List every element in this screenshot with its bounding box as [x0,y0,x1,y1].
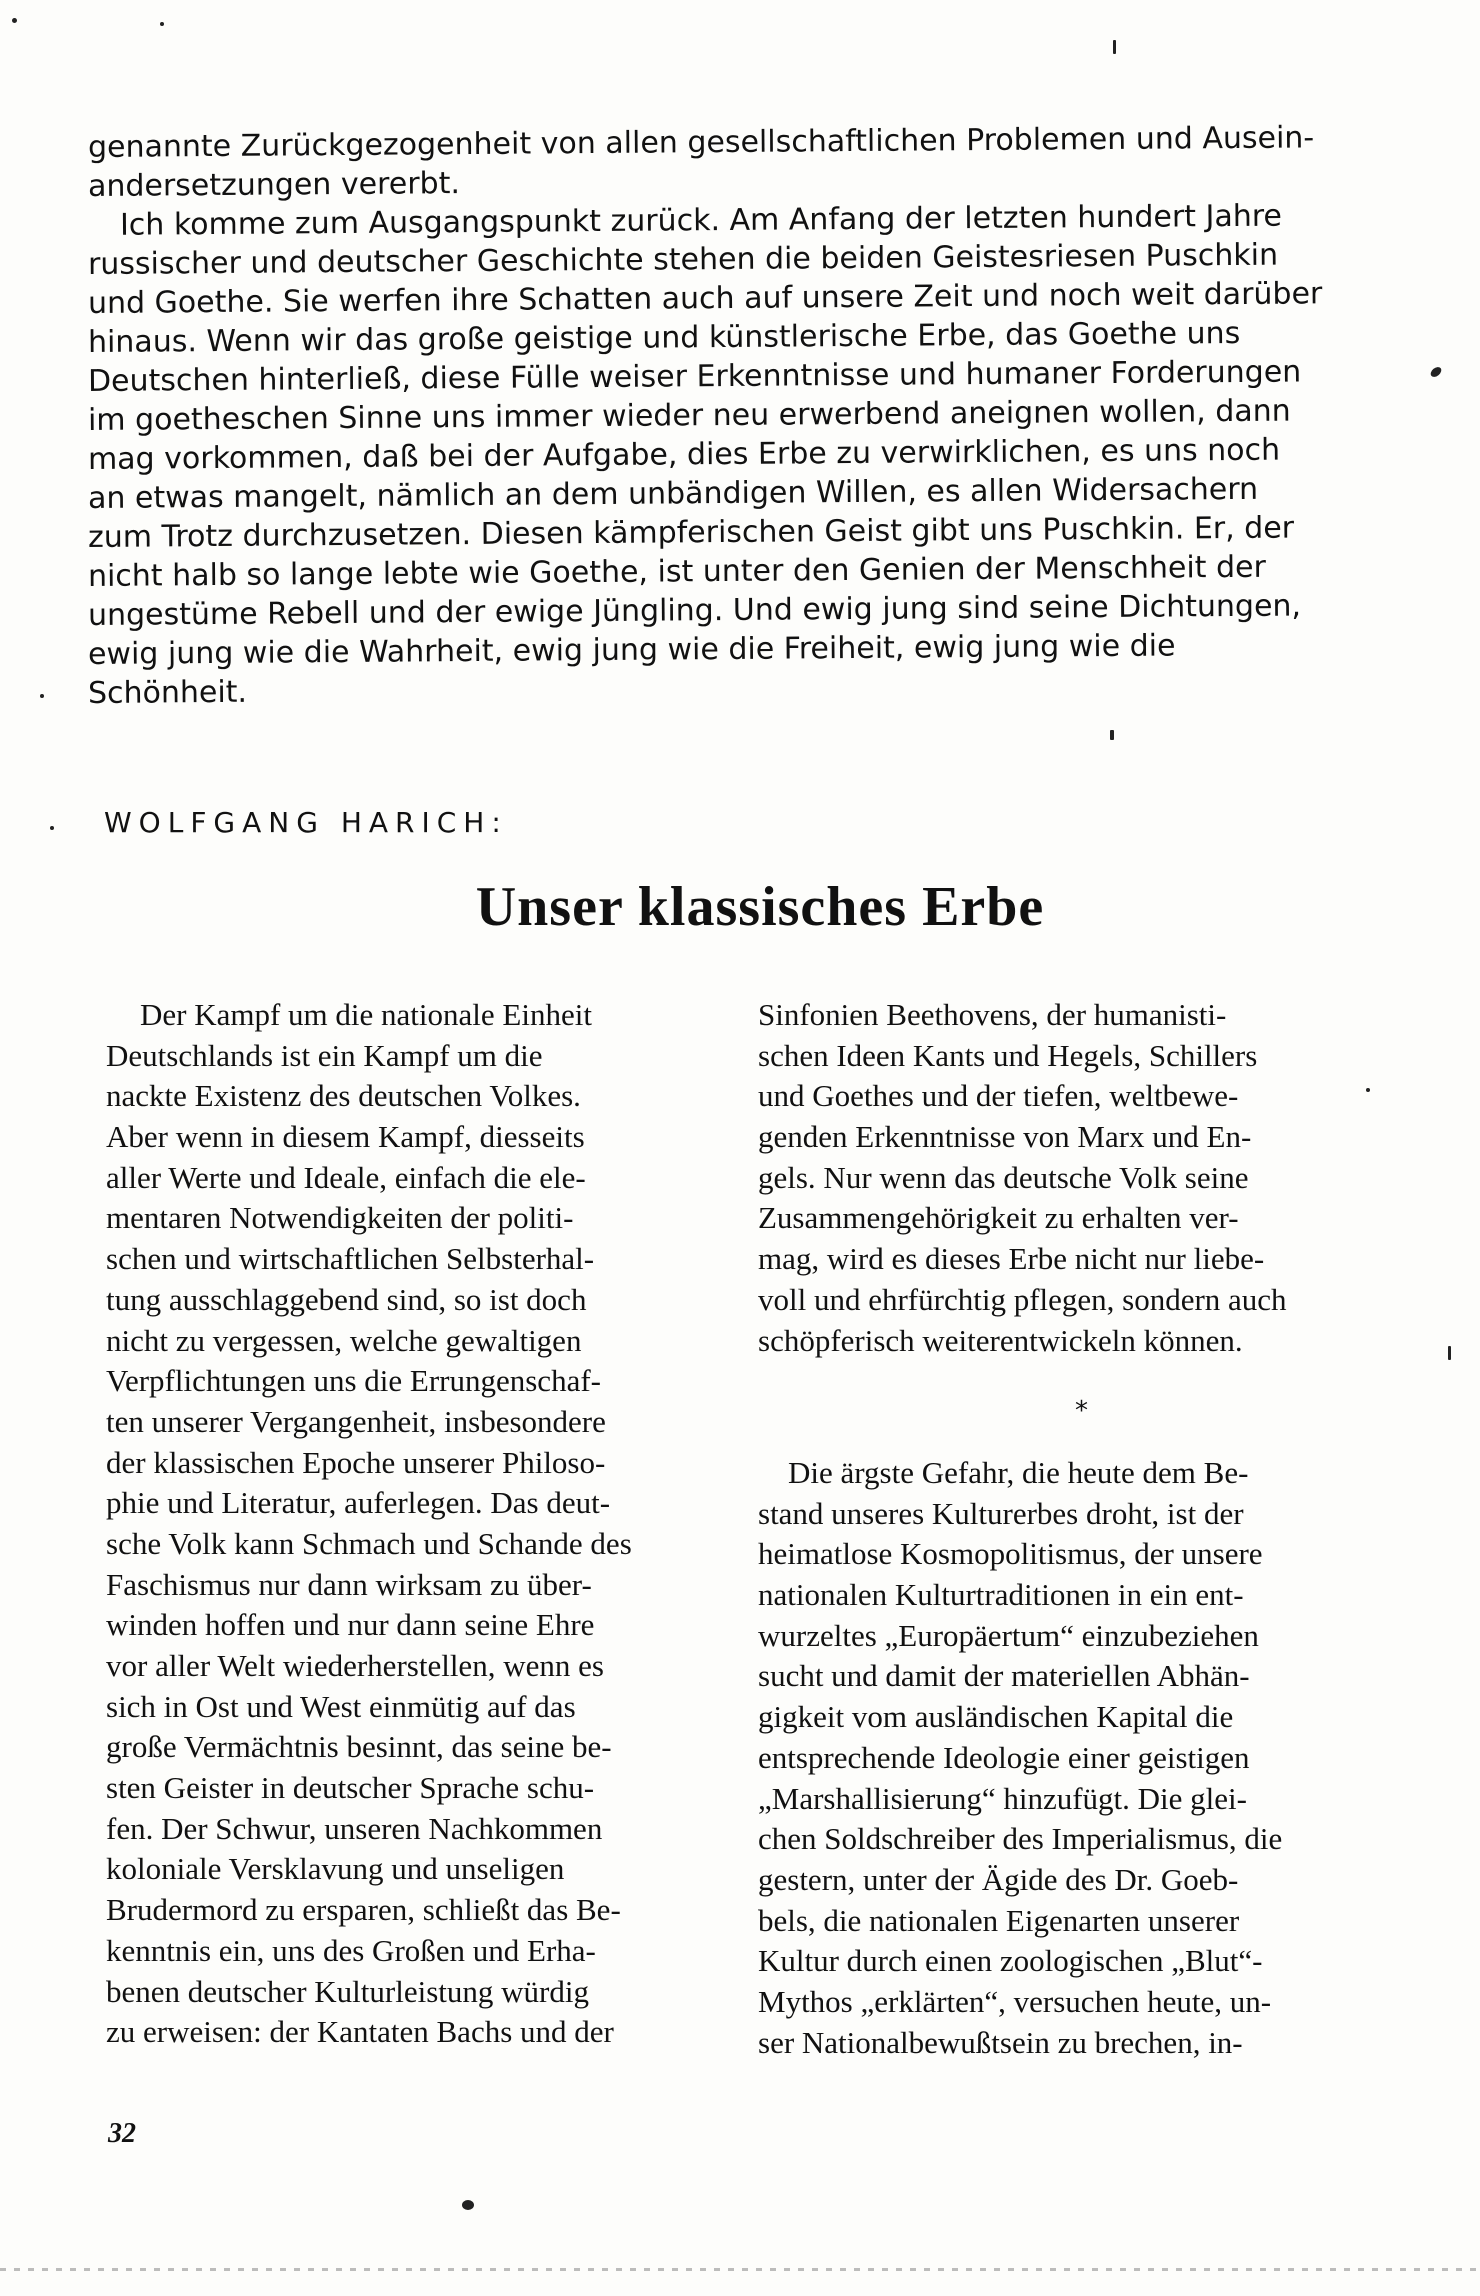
text-line: Der Kampf um die nationale Einheit [140,997,592,1032]
text-line: nicht halb so lange lebte wie Goethe, ist unter den Genien der Menschheit der [87,549,1266,594]
text-line: Zusammengehörigkeit zu erhalten ver- [758,1200,1239,1236]
text-line: nicht zu vergessen, welche gewaltigen [106,1322,582,1358]
page-number: 32 [108,2118,136,2149]
text-line: mag, wird es dieses Erbe nicht nur liebe- [758,1241,1265,1277]
text-line: Verpflichtungen uns die Errungenschaf- [106,1363,601,1399]
text-line: heimatlose Kosmopolitismus, der unsere [758,1536,1263,1572]
text-line: ser Nationalbewußtsein zu brechen, in- [758,2024,1243,2060]
text-line: Schönheit. [87,674,248,711]
text-line: stand unseres Kulturerbes droht, ist der [758,1495,1244,1531]
scan-speck [160,22,164,26]
scan-speck [1110,730,1114,740]
text-line: winden hoffen und nur dann seine Ehre [106,1607,595,1643]
text-line: ewig jung wie die Wahrheit, ewig jung wie die Freiheit, ewig jung wie die [87,628,1176,672]
text-line: sche Volk kann Schmach und Schande des [106,1525,632,1561]
text-line: gels. Nur wenn das deutsche Volk seine [758,1159,1249,1195]
text-line: gigkeit vom ausländischen Kapital die [758,1699,1234,1735]
text-line: schen und wirtschaftlichen Selbsterhal- [106,1241,595,1277]
text-line: Sinfonien Beethovens, der humanisti- [758,997,1227,1032]
article-title: Unser klassisches Erbe [475,876,1045,938]
text-line: bels, die nationalen Eigenarten unserer [758,1902,1240,1938]
text-line: nackte Existenz des deutschen Volkes. [106,1078,581,1114]
scan-speck [1113,40,1116,54]
text-line: andersetzungen vererbt. [87,166,461,204]
text-line: Deutschlands ist ein Kampf um die [106,1037,543,1073]
text-line: sich in Ost und West einmütig auf das [106,1688,576,1724]
scan-speck [1366,1088,1370,1092]
text-line: genden Erkenntnisse von Marx und En- [758,1119,1252,1155]
text-line: ungestüme Rebell und der ewige Jüngling. Und ewig jung sind seine Dichtungen, [87,588,1302,633]
text-line: schöpferisch weiterentwickeln können. [758,1322,1243,1358]
text-line: ten unserer Vergangenheit, insbesondere [106,1403,606,1439]
text-line: Die ärgste Gefahr, die heute dem Be- [788,1455,1249,1490]
text-line: große Vermächtnis besinnt, das seine be- [106,1729,612,1765]
article-author: WOLFGANG HARICH: [104,806,508,839]
text-line: phie und Literatur, auferlegen. Das deut- [106,1485,611,1521]
preceding-article-text [87,120,1388,713]
text-line: mag vorkommen, daß bei der Aufgabe, dies Erbe zu verwirklichen, es uns noch [87,432,1281,477]
text-line: „Marshallisierung“ hinzufügt. Die glei- [758,1780,1247,1816]
section-separator: * [1075,1396,1088,1426]
text-line: schen Ideen Kants und Hegels, Schillers [758,1037,1258,1073]
scan-speck [12,18,17,23]
text-line: Aber wenn in diesem Kampf, diesseits [106,1119,585,1155]
text-line: gestern, unter der Ägide des Dr. Goeb- [758,1861,1239,1897]
text-line: benen deutscher Kulturleistung würdig [106,1973,589,2009]
text-line: Brudermord zu ersparen, schließt das Be- [106,1892,621,1928]
scan-speck [40,694,44,698]
text-line: koloniale Versklavung und unseligen [106,1851,565,1887]
text-line: nationalen Kulturtraditionen in ein ent- [758,1577,1244,1613]
text-line: fen. Der Schwur, unseren Nachkommen [106,1810,603,1846]
text-line: russischer und deutscher Geschichte stehen die beiden Geistesriesen Puschkin [87,237,1279,282]
text-line: im goetheschen Sinne uns immer wieder neu erwerbend aneignen wollen, dann [87,393,1291,438]
text-line: sucht und damit der materiellen Abhän- [758,1658,1250,1694]
scan-speck [1429,365,1443,379]
text-line: vor aller Welt wiederherstellen, wenn es [106,1648,604,1683]
text-line: Mythos „erklärten“, versuchen heute, un- [758,1983,1272,2019]
text-line: Ich komme zum Ausgangspunkt zurück. Am Anfang der letzten hundert Jahre [119,198,1283,243]
text-line: Faschismus nur dann wirksam zu über- [106,1566,592,1602]
scan-edge-noise [0,2268,1480,2271]
scan-speck [50,826,54,830]
text-line: entsprechende Ideologie einer geistigen [758,1739,1250,1775]
text-line: aller Werte und Ideale, einfach die ele- [106,1159,586,1195]
text-line: der klassischen Epoche unserer Philoso- [106,1444,606,1480]
scan-speck [1448,1346,1451,1360]
text-line: voll und ehrfürchtig pflegen, sondern auch [758,1281,1287,1317]
text-line: und Goethe. Sie werfen ihre Schatten auch auf unsere Zeit und noch weit darüber [87,276,1323,321]
text-line: an etwas mangelt, nämlich an dem unbändigen Willen, es allen Widersachern [87,471,1259,516]
text-line: hinaus. Wenn wir das große geistige und künstlerische Erbe, das Goethe uns [87,315,1241,360]
right-column-part-2 [758,1453,1408,2063]
text-line: Deutschen hinterließ, diese Fülle weiser Erkenntnisse und humaner Forderungen [87,354,1302,399]
text-line: Kultur durch einen zoologischen „Blut“- [758,1943,1263,1979]
text-line: sten Geister in deutscher Sprache schu- [106,1770,595,1806]
text-line: zu erweisen: der Kantaten Bachs und der [106,2014,614,2050]
text-line: chen Soldschreiber des Imperialismus, die [758,1821,1283,1857]
left-column [106,995,746,2053]
scan-speck [462,2200,474,2210]
right-column-part-1 [758,995,1408,1361]
text-line: genannte Zurückgezogenheit von allen gesellschaftlichen Problemen und Ausein- [87,120,1315,165]
text-line: wurzeltes „Europäertum“ einzubeziehen [758,1617,1259,1653]
text-line: zum Trotz durchzusetzen. Diesen kämpferischen Geist gibt uns Puschkin. Er, der [87,510,1295,555]
text-line: kenntnis ein, uns des Großen und Erha- [106,1932,596,1968]
text-line: und Goethes und der tiefen, weltbewe- [758,1078,1239,1114]
text-line: tung ausschlaggebend sind, so ist doch [106,1281,587,1317]
text-line: mentaren Notwendigkeiten der politi- [106,1200,574,1236]
